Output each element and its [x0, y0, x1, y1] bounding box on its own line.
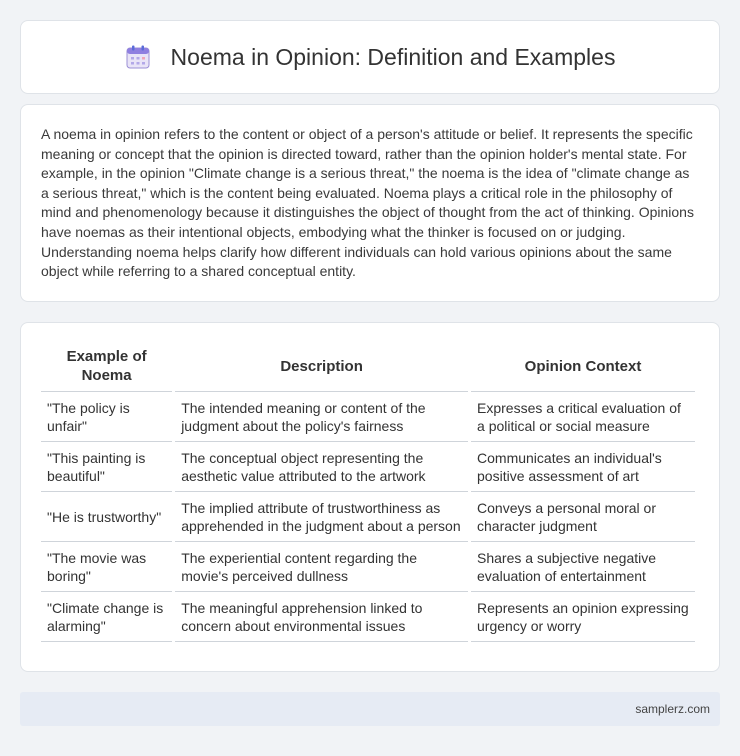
table-header-row — [41, 343, 695, 392]
intro-card — [20, 104, 720, 302]
header-context: Opinion Context — [471, 343, 695, 392]
table-row — [41, 392, 695, 442]
table-row — [41, 442, 695, 492]
table-row — [41, 492, 695, 542]
cell-description: The experiential content regarding the movie's perceived dullness — [175, 542, 468, 592]
table-card — [20, 322, 720, 672]
cell-example: "Climate change is alarming" — [41, 592, 172, 642]
title-card — [20, 20, 720, 94]
cell-description: The implied attribute of trustworthiness as apprehended in the judgment about a person — [175, 492, 468, 542]
page-title: Noema in Opinion: Definition and Examples — [170, 43, 616, 70]
cell-context: Expresses a critical evaluation of a political or social measure — [471, 392, 695, 442]
noema-table — [38, 343, 698, 642]
footer-bar — [20, 692, 720, 726]
cell-example: "He is trustworthy" — [41, 492, 172, 542]
cell-description: The intended meaning or content of the judgment about the policy's fairness — [175, 392, 468, 442]
header-example: Example of Noema — [41, 343, 172, 392]
cell-example: "The movie was boring" — [41, 542, 172, 592]
cell-example: "This painting is beautiful" — [41, 442, 172, 492]
cell-description: The conceptual object representing the aesthetic value attributed to the artwork — [175, 442, 468, 492]
table-row — [41, 542, 695, 592]
cell-context: Conveys a personal moral or character judgment — [471, 492, 695, 542]
footer-site-link[interactable]: samplerz.com — [635, 702, 710, 716]
intro-paragraph: A noema in opinion refers to the content or object of a person's attitude or belief. It represents the specific meaning or concept that the opinion is directed toward, rather than the opinion holder's mental state. For example, in the opinion "Climate change is a serious threat," the noema is the idea of "climate change as a serious threat," which is the content being evaluated. Noema plays a critical role in the philosophy of mind and phenomenology because it distinguishes the object of thought from the act of thinking. Opinions have noemas as their intentional objects, embodying what the thinker is focused on or judging. Understanding noema helps clarify how different individuals can hold various opinions about the same object while referring to a shared conceptual entity. — [41, 126, 694, 280]
cell-description: The meaningful apprehension linked to concern about environmental issues — [175, 592, 468, 642]
calendar-icon — [125, 44, 151, 70]
header-description: Description — [175, 343, 468, 392]
table-row — [41, 592, 695, 642]
cell-example: "The policy is unfair" — [41, 392, 172, 442]
cell-context: Communicates an individual's positive assessment of art — [471, 442, 695, 492]
cell-context: Shares a subjective negative evaluation of entertainment — [471, 542, 695, 592]
cell-context: Represents an opinion expressing urgency or worry — [471, 592, 695, 642]
